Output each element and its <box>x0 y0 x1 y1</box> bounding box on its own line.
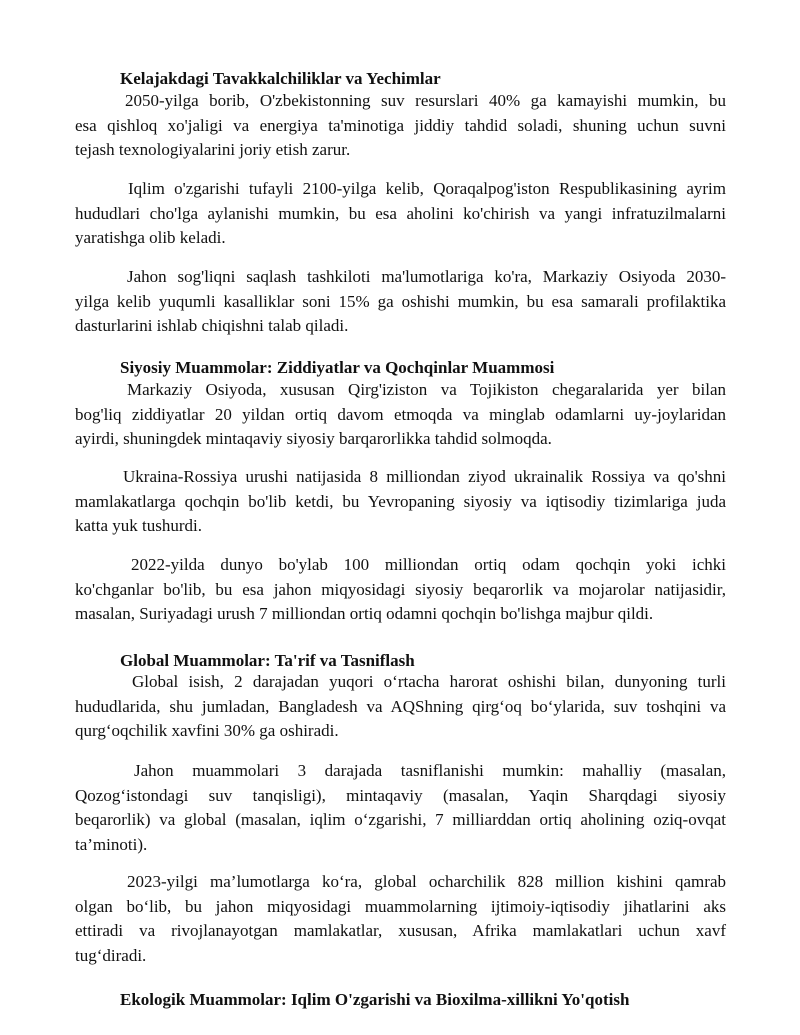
text-line: masalan, Suriyadagi urush 7 milliondan ortiq odamni qochqin bo'lishga majbur qildi. <box>75 604 654 623</box>
text-line: Ukraina-Rossiya urushi natijasida 8 milliondan ziyod ukrainalik Rossiya va qo'shni <box>123 467 726 486</box>
text-line: hududlarida, shu jumladan, Bangladesh va AQShning qirg‘oq bo‘ylarida, suv toshqini va <box>75 696 726 716</box>
text-line: Iqlim o'zgarishi tufayli 2100-yilga kelib, Qoraqalpog'iston Respublikasining ayrim <box>128 179 726 198</box>
text-line: 2023-yilgi ma’lumotlarga ko‘ra, global ocharchilik 828 million kishini qamrab <box>127 872 726 891</box>
section-heading: Siyosiy Muammolar: Ziddiyatlar va Qochqinlar Muammosi <box>120 358 555 377</box>
text-line: 2022-yilda dunyo bo'ylab 100 milliondan ortiq odam qochqin yoki ichki <box>131 555 726 574</box>
text-line: Qozog‘istondagi suv tanqisligi), mintaqaviy (masalan, Yaqin Sharqdagi siyosiy <box>75 785 726 805</box>
paragraph <box>75 465 726 539</box>
paragraph <box>75 89 726 163</box>
text-line: olgan bo‘lib, bu jahon miqyosidagi muammolarning ijtimoiy-iqtisodiy jihatlarini aks <box>75 896 726 916</box>
paragraph <box>75 378 726 452</box>
text-line: katta yuk tushurdi. <box>75 516 203 535</box>
text-line: ta’minoti). <box>75 834 148 854</box>
paragraph <box>75 553 726 627</box>
text-line: Markaziy Osiyoda, xususan Qirg'iziston va Tojikiston chegaralarida yer bilan <box>127 380 726 399</box>
text-line: tejash texnologiyalarini joriy etish zarur. <box>75 140 351 159</box>
text-line: hududlari cho'lga aylanishi mumkin, bu esa aholini ko'chirish va yangi infratuzilmalarni <box>75 203 726 223</box>
text-line: Jahon sog'liqni saqlash tashkiloti ma'lumotlariga ko'ra, Markaziy Osiyoda 2030- <box>127 267 726 286</box>
text-line: tug‘diradi. <box>75 945 147 965</box>
text-line: dasturlarini ishlab chiqishni talab qiladi. <box>75 316 349 335</box>
text-line: qurg‘oqchilik xavfini 30% ga oshiradi. <box>75 721 339 740</box>
text-line: bog'liq ziddiyatlar 20 yildan ortiq davom etmoqda va minglab odamlarni uy-joylaridan <box>75 404 726 424</box>
text-line: Global isish, 2 darajadan yuqori o‘rtacha harorat oshishi bilan, dunyoning turli <box>132 672 726 691</box>
text-line: yilga kelib yuqumli kasalliklar soni 15% ga oshishi mumkin, bu esa samarali profilaktika <box>75 291 726 311</box>
paragraph <box>75 177 726 251</box>
text-line: mamlakatlarga qochqin bo'lib ketdi, bu Yevropaning siyosiy va iqtisodiy tizimlariga juda <box>75 491 726 511</box>
paragraph <box>75 670 726 744</box>
text-line: esa qishloq xo'jaligi va energiya ta'minotiga jiddiy tahdid soladi, shuning uchun suvni <box>75 115 726 135</box>
text-line: Jahon muammolari 3 darajada tasniflanishi mumkin: mahalliy (masalan, <box>134 761 726 780</box>
section-heading: Kelajakdagi Tavakkalchiliklar va Yechimlar <box>120 69 441 88</box>
text-line: 2050-yilga borib, O'zbekistonning suv resurslari 40% ga kamayishi mumkin, bu <box>125 91 726 110</box>
text-line: beqarorlik) va global (masalan, iqlim o‘zgarishi, 7 milliarddan ortiq aholining oziq-ovqat <box>75 810 726 829</box>
paragraph <box>75 265 726 339</box>
text-line: ko'chganlar bo'lib, bu esa jahon miqyosidagi siyosiy beqarorlik va mojarolar natijasidir, <box>75 579 726 599</box>
paragraph <box>75 759 726 857</box>
text-line: ettiradi va rivojlanayotgan mamlakatlar, xususan, Afrika mamlakatlari uchun xavf <box>75 921 726 940</box>
section-heading: Ekologik Muammolar: Iqlim O'zgarishi va Bioxilma-xillikni Yo'qotish <box>120 990 630 1009</box>
text-line: yaratishga olib keladi. <box>75 228 226 247</box>
text-line: ayirdi, shuningdek mintaqaviy siyosiy barqarorlikka tahdid solmoqda. <box>75 429 552 448</box>
paragraph <box>75 870 726 968</box>
section-heading: Global Muammolar: Ta'rif va Tasniflash <box>120 651 415 670</box>
